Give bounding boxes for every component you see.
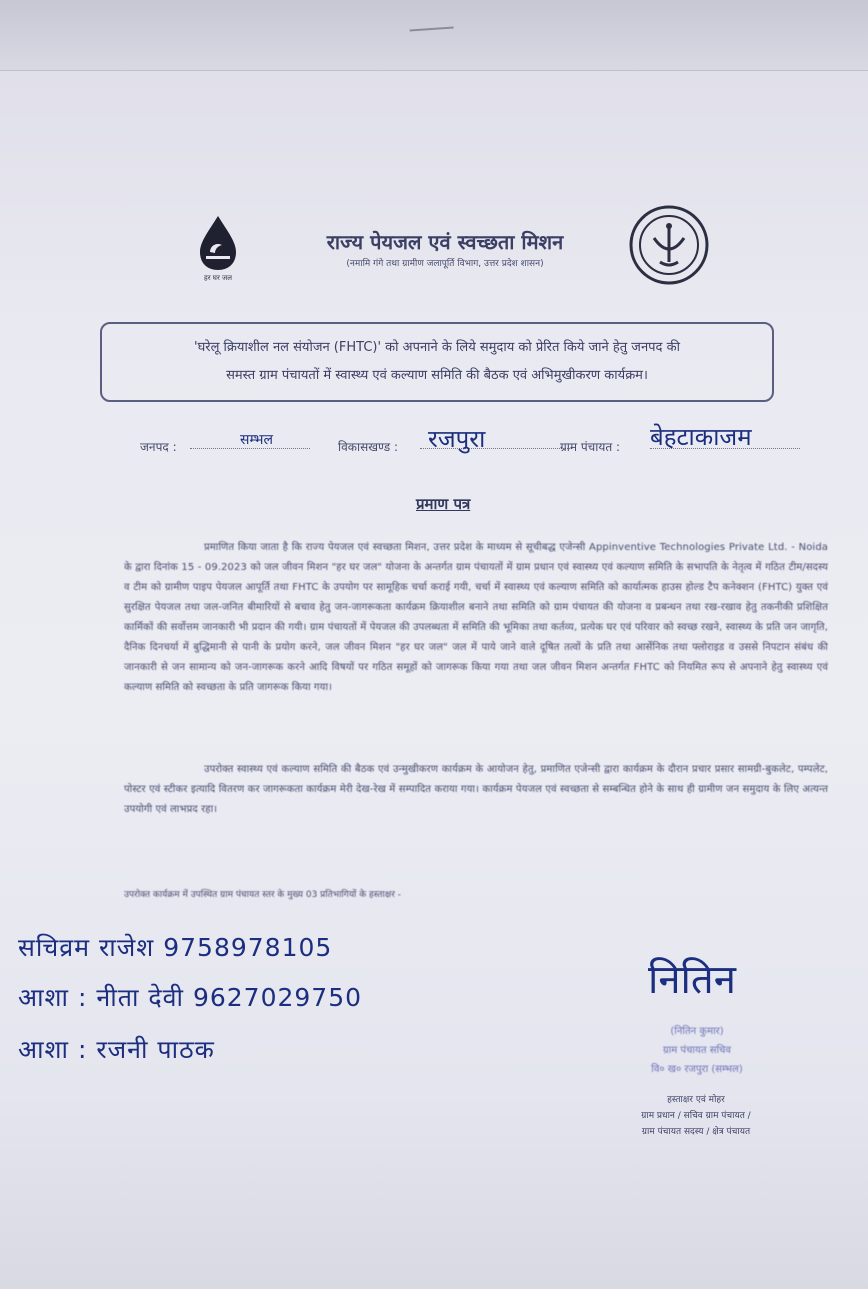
attendee-line-3: आशा : रजनी पाठक (18, 1035, 215, 1064)
signature-label (596, 1092, 796, 1140)
signature-label-line-1: हस्ताक्षर एवं मोहर (667, 1095, 725, 1105)
certificate-paragraph-1: प्रमाणित किया जाता है कि राज्य पेयजल एवं स्वच्छता मिशन, उत्तर प्रदेश के माध्यम से सूचीबद्ध एजेन्सी Appinventive Technologies Private Ltd. - Noida के द्वारा दिनांक 15 - 09.2023 को जल जीवन मिशन "हर घर जल" योजना के अन्तर्गत ग्राम पंचायतों में ग्राम प्रधान एवं स्वास्थ्य एवं कल्याण समिति के सभापति के नेतृत्व में गठित टीम/सदस्य व टीम को ग्रामीण पाइप पेयजल आपूर्ति तथा FHTC के उपयोग पर सामूहिक चर्चा कराई गयी, चर्चा में स्वास्थ्य एवं कल्याण समिति को कार्यात्मक हाउस होल्ड टैप कनेक्शन (FHTC) युक्त एवं सुरक्षित पेयजल तथा जल-जनित बीमारियों से बचाव हेतु जन-जागरूकता कार्यक्रम क्रियाशील बनाने तथा समिति को ग्राम पंचायत की योजना व प्रबन्धन तथा रख-रखाव हेतु तकनीकी प्रशिक्षित कार्मिकों की सर्वोत्तम जानकारी भी प्रदान की गयी। ग्राम पंचायतों में पेयजल की उपलब्धता में समिति की भूमिका तथा कर्तव्य, प्रत्येक घर एवं परिवार को स्वच्छ रखने, स्वास्थ्य के प्रति जन जागृति, दैनिक दिनचर्या में बुद्धिमानी से पानी के प्रयोग करने, जल जीवन मिशन "हर घर जल" जल में पाये जाने वाले दूषित तत्वों के प्रति तथा आर्सेनिक तथा फ्लोराइड व उससे निपटान संबंध की जानकारी से जन सामान्य को जन-जागरूक करने आदि विषयों पर गठित समूहों को जागरूक किया गया तथा जल जीवन मिशन अन्तर्गत FHTC को नियमित रूप से अपनाने हेतु स्वास्थ्य एवं कल्याण समिति को स्वच्छता के प्रति जागरूक किया गया। (124, 542, 828, 693)
stamp-line-1: (नितिन कुमार) (670, 1026, 724, 1037)
attendee-line-2: आशा : नीता देवी 9627029750 (18, 983, 363, 1012)
banner-line-1: 'घरेलू क्रियाशील नल संयोजन (FHTC)' को अपनाने के लिये समुदाय को प्रेरित किये जाने हेतु जनपद की (194, 340, 680, 355)
gram-panchayat-value: बेहटाकाजम (650, 423, 752, 451)
program-banner (100, 322, 774, 402)
district-value: सम्भल (240, 432, 273, 448)
certificate-paragraph-2: उपरोक्त स्वास्थ्य एवं कल्याण समिति की बैठक एवं उन्मुखीकरण कार्यक्रम के आयोजन हेतु, प्रमाणित एजेन्सी द्वारा कार्यक्रम के दौरान प्रचार प्रसार सामग्री-बुकलेट, पम्पलेट, पोस्टर एवं स्टीकर इत्यादि वितरण कर जागरूकता कार्यक्रम मेरी देख-रेख में सम्पादित कराया गया। कार्यक्रम पेयजल एवं स्वच्छता से सम्बन्धित होने के साथ ही ग्रामीण जन समुदाय के लिए अत्यन्त उपयोगी एवं लाभप्रद रहा। (124, 764, 828, 815)
attendees-intro: उपरोक्त कार्यक्रम में उपस्थित ग्राम पंचायत स्तर के मुख्य 03 प्रतिभागियों के हस्ताक्षर - (124, 890, 401, 900)
signature-label-line-2: ग्राम प्रधान / सचिव ग्राम पंचायत / (641, 1111, 751, 1121)
certificate-title: प्रमाण पत्र (416, 495, 471, 513)
water-drop-icon (178, 212, 258, 292)
location-fields (140, 423, 820, 464)
attendee-line-1: सचिव्रम राजेश 9758978105 (18, 933, 333, 962)
block-value: रजपुरा (428, 425, 486, 453)
mission-title: राज्य पेयजल एवं स्वच्छता मिशन (326, 230, 564, 254)
official-stamp (612, 1022, 782, 1079)
up-government-seal-icon (628, 204, 710, 286)
signature-label-line-3: ग्राम पंचायत सदस्य / क्षेत्र पंचायत (641, 1127, 751, 1137)
stamp-line-2: ग्राम पंचायत सचिव (663, 1045, 731, 1056)
block-label: विकासखण्ड : (338, 440, 399, 454)
stamp-line-3: वि० ख० रजपुरा (सम्भल) (651, 1064, 743, 1075)
logo-caption: हर घर जल (204, 274, 232, 282)
mission-subtitle: (नमामि गंगे तथा ग्रामीण जलापूर्ति विभाग, उत्तर प्रदेश शासन) (346, 259, 544, 269)
gram-panchayat-label: ग्राम पंचायत : (560, 440, 621, 454)
handwritten-signature: नितिन (648, 957, 736, 1003)
banner-line-2: समस्त ग्राम पंचायतों में स्वास्थ्य एवं कल्याण समिति की बैठक एवं अभिमुखीकरण कार्यक्रम। (226, 368, 648, 383)
district-label: जनपद : (140, 440, 177, 454)
